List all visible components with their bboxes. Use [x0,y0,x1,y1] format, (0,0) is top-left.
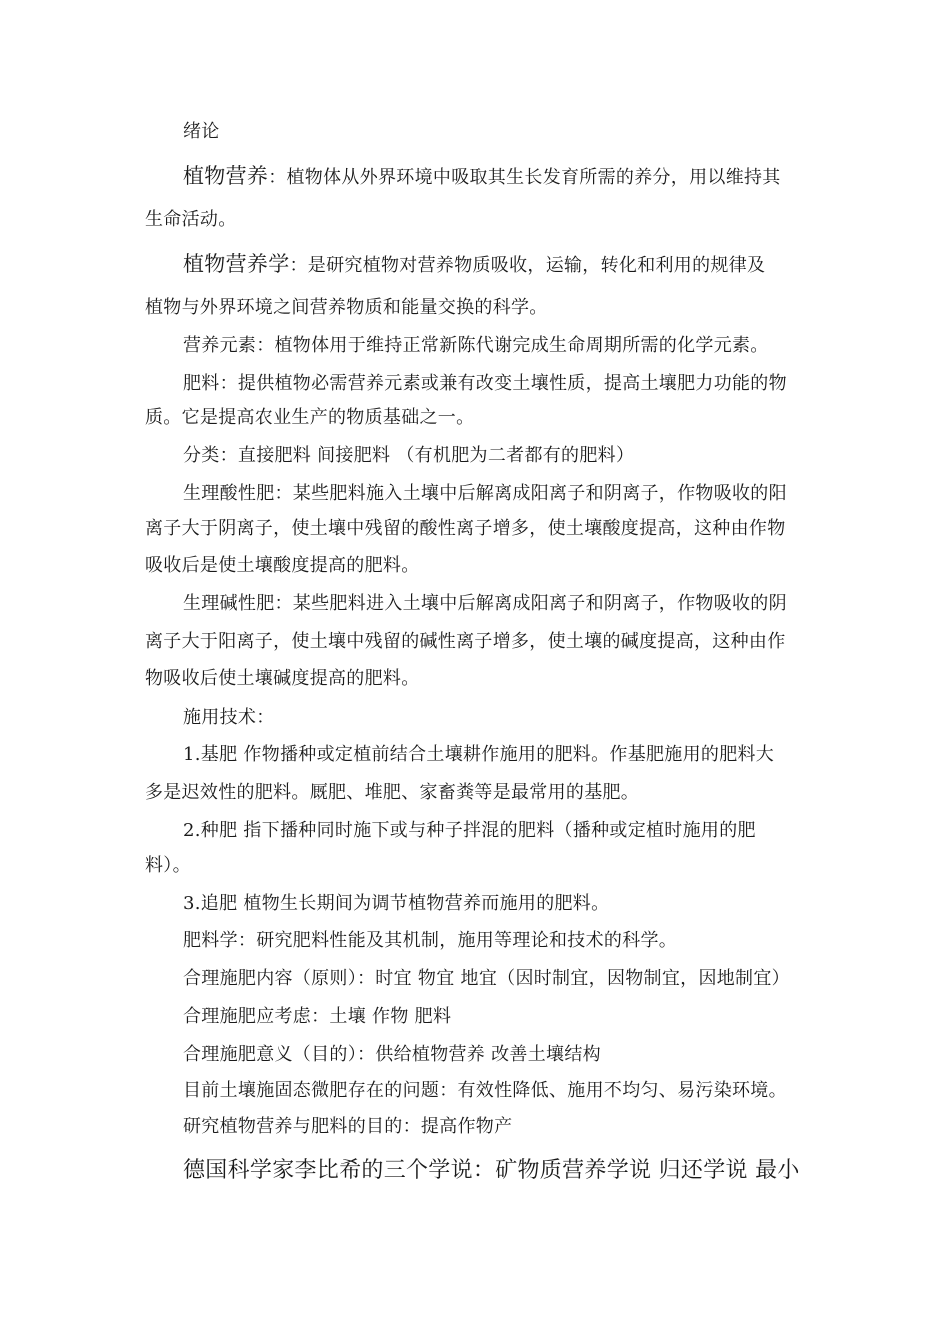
paragraph-line: 研究植物营养与肥料的目的：提高作物产 [183,1116,513,1137]
paragraph-line: 离子大于阴离子，使土壤中残留的酸性离子增多，使土壤酸度提高，这种由作物 [145,518,786,539]
definition-text: ：植物体从外界环境中吸取其生长发育所需的养分，用以维持其 [268,167,781,188]
paragraph-line: 1.基肥 作物播种或定植前结合土壤耕作施用的肥料。作基肥施用的肥料大 [183,744,775,765]
definition-text: ：是研究植物对营养物质吸收，运输，转化和利用的规律及 [289,255,766,276]
paragraph-line: 生理酸性肥：某些肥料施入土壤中后解离成阳离子和阴离子，作物吸收的阳 [183,483,787,504]
section-heading: 绪论 [183,121,220,142]
paragraph-line [183,251,810,279]
paragraph-line: 植物与外界环境之间营养物质和能量交换的科学。 [145,297,548,318]
term-label: 植物营养 [183,164,269,188]
paragraph-line: 德国科学家李比希的三个学说：矿物质营养学说 归还学说 最小 [183,1158,800,1183]
paragraph-line: 合理施肥应考虑：土壤 作物 肥料 [183,1006,452,1027]
paragraph-line: 分类：直接肥料 间接肥料 （有机肥为二者都有的肥料） [183,445,635,466]
paragraph-line: 2.种肥 指下播种同时施下或与种子拌混的肥料（播种或定植时施用的肥 [183,820,756,841]
paragraph-line: 吸收后是使土壤酸度提高的肥料。 [145,555,420,576]
paragraph-line: 肥料学：研究肥料性能及其机制，施用等理论和技术的科学。 [183,930,678,951]
paragraph-line: 质。它是提高农业生产的物质基础之一。 [145,407,475,428]
paragraph-line: 肥料：提供植物必需营养元素或兼有改变土壤性质，提高土壤肥力功能的物 [183,373,787,394]
paragraph-line: 物吸收后使土壤碱度提高的肥料。 [145,668,420,689]
paragraph-line: 营养元素：植物体用于维持正常新陈代谢完成生命周期所需的化学元素。 [183,335,769,356]
paragraph-line [183,163,810,191]
paragraph-line: 离子大于阳离子，使土壤中残留的碱性离子增多，使土壤的碱度提高，这种由作 [145,631,786,652]
paragraph-line: 生理碱性肥：某些肥料进入土壤中后解离成阳离子和阴离子，作物吸收的阴 [183,593,787,614]
paragraph-line: 目前土壤施固态微肥存在的问题：有效性降低、施用不均匀、易污染环境。 [183,1080,787,1101]
paragraph-line: 料）。 [145,855,191,876]
paragraph-line: 施用技术： [183,707,275,728]
paragraph-line: 生命活动。 [145,209,237,230]
paragraph-line: 合理施肥内容（原则）：时宜 物宜 地宜（因时制宜，因物制宜，因地制宜） [183,968,790,989]
term-label: 植物营养学 [183,252,290,276]
paragraph-line: 合理施肥意义（目的）：供给植物营养 改善土壤结构 [183,1044,601,1065]
paragraph-line: 3.追肥 植物生长期间为调节植物营养而施用的肥料。 [183,893,610,914]
paragraph-line: 多是迟效性的肥料。厩肥、堆肥、家畜粪等是最常用的基肥。 [145,782,640,803]
